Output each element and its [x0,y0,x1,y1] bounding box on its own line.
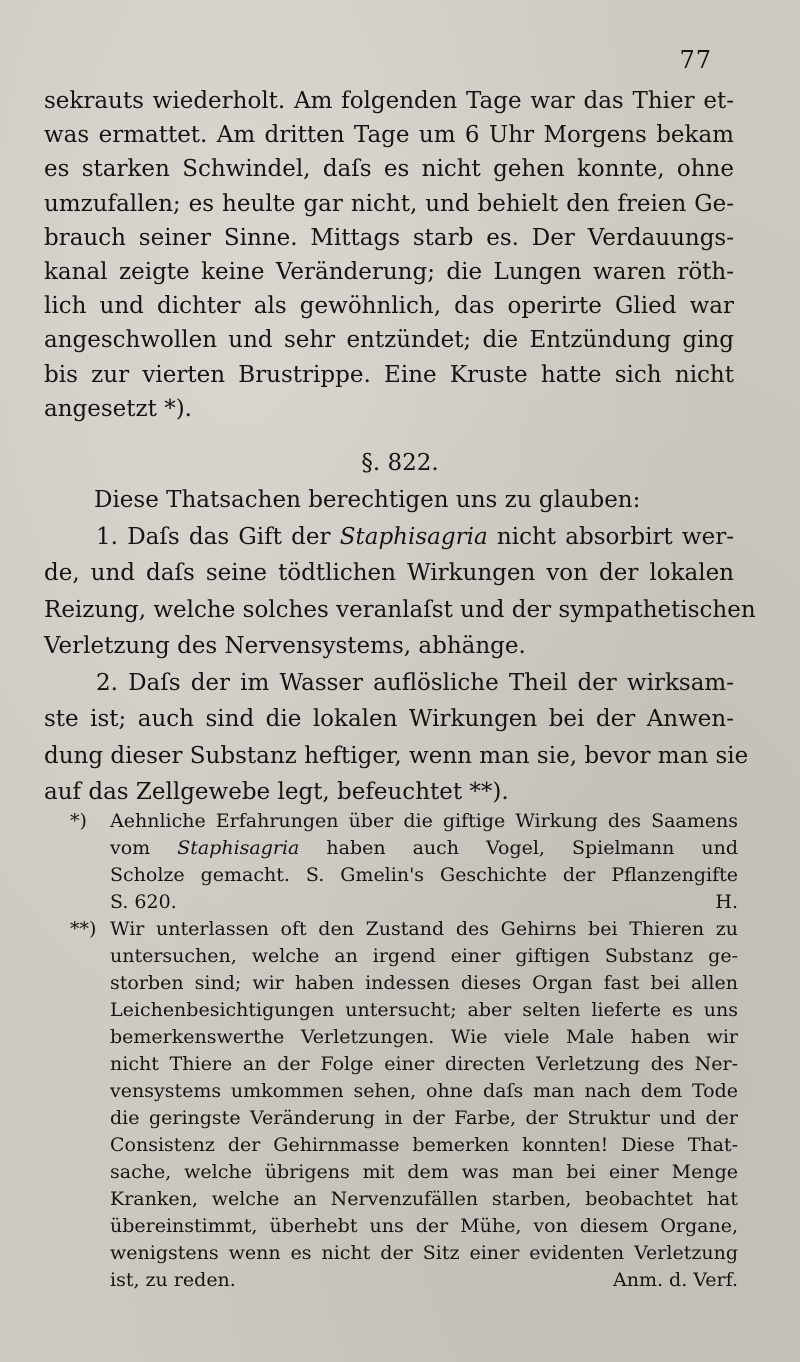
footnote-line [70,835,738,862]
text-line: Verletzung des Nervensystems, abhänge. [44,633,526,659]
list-item-1-line [44,519,734,556]
text-line: de, und daſs seine tödtlichen Wirkungen von der lokalen [44,560,734,586]
text-line: was ermattet. Am dritten Tage um 6 Uhr Morgens bekam [44,122,734,149]
footnote-line: Leichenbesichtigungen untersucht; aber selten lieferte es uns [110,999,738,1021]
footnote-line: storben sind; wir haben indessen dieses Organ fast bei allen [110,972,738,994]
text-line: es starken Schwindel, daſs es nicht gehen konnte, ohne [44,156,734,183]
list-item-1-text: 1. Daſs das Gift der [96,523,331,550]
footnote-line [70,1267,738,1294]
footnote-line: die geringste Veränderung in der Farbe, der Struktur und der [110,1107,738,1129]
footnote-line: nicht Thiere an der Folge einer directen Verletzung des Ner- [110,1053,738,1075]
footnote-1 [70,808,738,916]
footnote-line: übereinstimmt, überhebt uns der Mühe, von diesem Organe, [110,1215,738,1237]
list-item-1-text: nicht absorbirt wer- [496,523,734,550]
footnote-line: untersuchen, welche an irgend einer giftigen Substanz ge- [110,945,738,967]
footnote-marker: *) [70,810,87,832]
footnote-text: S. 620. [110,891,177,913]
section-body [44,482,756,811]
footnote-marker: **) [70,918,97,940]
text-line: umzufallen; es heulte gar nicht, und behielt den freien Ge- [44,190,734,217]
text-line: auf das Zellgewebe legt, befeuchtet **). [44,779,509,805]
footnote-author-tag: H. [715,891,738,913]
footnote-line: Consistenz der Gehirnmasse bemerken konnten! Diese That- [110,1134,738,1156]
text-line: angeschwollen und sehr entzündet; die Entzündung ging [44,327,734,354]
text-line: Reizung, welche solches veranlaſst und der sympathetischen [44,596,756,623]
footnote-text: Wir unterlassen oft den Zustand des Gehirns bei Thieren zu [110,918,738,940]
footnote-2 [70,916,738,1294]
footnote-line: bemerkenswerthe Verletzungen. Wie viele Male haben wir [110,1026,738,1048]
text-line: sekrauts wiederholt. Am folgenden Tage war das Thier et- [44,88,734,114]
footnote-line: Kranken, welche an Nervenzufällen starben, beobachtet hat [110,1188,738,1210]
species-name: Staphisagria [339,523,488,550]
footnote-line: vensystems umkommen sehen, ohne daſs man nach dem Tode [110,1080,738,1102]
footnote-text: ist, zu reden. [110,1269,236,1291]
species-name: Staphisagria [177,837,300,859]
footnote-text: vom [110,837,151,859]
footnote-line [70,808,738,835]
section-intro: Diese Thatsachen berechtigen uns zu glauben: [94,487,641,513]
footnote-signature: Anm. d. Verf. [613,1269,738,1291]
list-item-2-line: 2. Daſs der im Wasser auflösliche Theil der wirksam- [96,669,734,696]
footnote-line [70,889,738,916]
main-paragraph [44,84,734,426]
section-heading: §. 822. [361,450,439,476]
text-line: angesetzt *). [44,395,192,422]
text-line: kanal zeigte keine Veränderung; die Lungen waren röth- [44,258,734,285]
text-line: bis zur vierten Brustrippe. Eine Kruste hatte sich nicht [44,361,734,388]
text-line: dung dieser Substanz heftiger, wenn man sie, bevor man sie [44,742,749,769]
text-line: ste ist; auch sind die lokalen Wirkungen bei der Anwen- [44,706,734,732]
footnote-line [70,916,738,943]
page-number: 77 [679,46,712,74]
text-line: lich und dichter als gewöhnlich, das operirte Glied war [44,293,734,320]
footnote-text: haben auch Vogel, Spielmann und [326,837,738,859]
footnote-line: wenigstens wenn es nicht der Sitz einer evidenten Verletzung [110,1242,738,1264]
footnote-line: Scholze gemacht. S. Gmelin's Geschichte der Pflanzengifte [110,864,738,886]
footnote-text: Aehnliche Erfahrungen über die giftige Wirkung des Saamens [110,810,738,832]
text-line: brauch seiner Sinne. Mittags starb es. Der Verdauungs- [44,224,734,251]
footnote-line: sache, welche übrigens mit dem was man bei einer Menge [110,1161,738,1183]
